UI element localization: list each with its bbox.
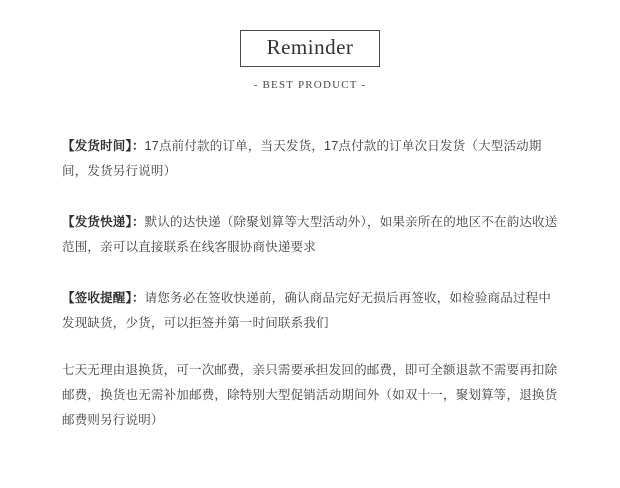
section-label: 【发货快递】： <box>62 214 145 229</box>
section-return-policy <box>62 358 558 433</box>
section-text: 17点前付款的订单，当天发货，17点付款的订单次日发货（大型活动期间，发货另行说明） <box>62 138 542 178</box>
section-shipping-time <box>62 134 558 184</box>
paragraph <box>62 210 558 260</box>
section-label: 【签收提醒】： <box>62 290 145 305</box>
content-body <box>0 91 620 433</box>
title-box <box>240 30 381 67</box>
page-subtitle: - BEST PRODUCT - <box>253 79 367 92</box>
section-label: 【发货时间】： <box>62 138 145 153</box>
paragraph <box>62 286 558 336</box>
return-policy-text: 七天无理由退换货，可一次邮费，亲只需要承担发回的邮费，即可全额退款不需要再扣除邮费，换货也无需补加邮费，除特别大型促销活动期间外（如双十一，聚划算等，退换货邮费则另行说明） <box>62 362 558 427</box>
section-shipping-courier <box>62 210 558 260</box>
section-text: 默认的达快递（除聚划算等大型活动外），如果亲所在的地区不在韵达收送范围，亲可以直接联系在线客服协商快递要求 <box>62 214 558 254</box>
paragraph <box>62 134 558 184</box>
section-signing-reminder <box>62 286 558 336</box>
page-header <box>0 0 620 91</box>
section-text: 请您务必在签收快递前，确认商品完好无损后再签收，如检验商品过程中发现缺货，少货，可以拒签并第一时间联系我们 <box>62 290 552 330</box>
page-title: Reminder <box>266 35 354 59</box>
